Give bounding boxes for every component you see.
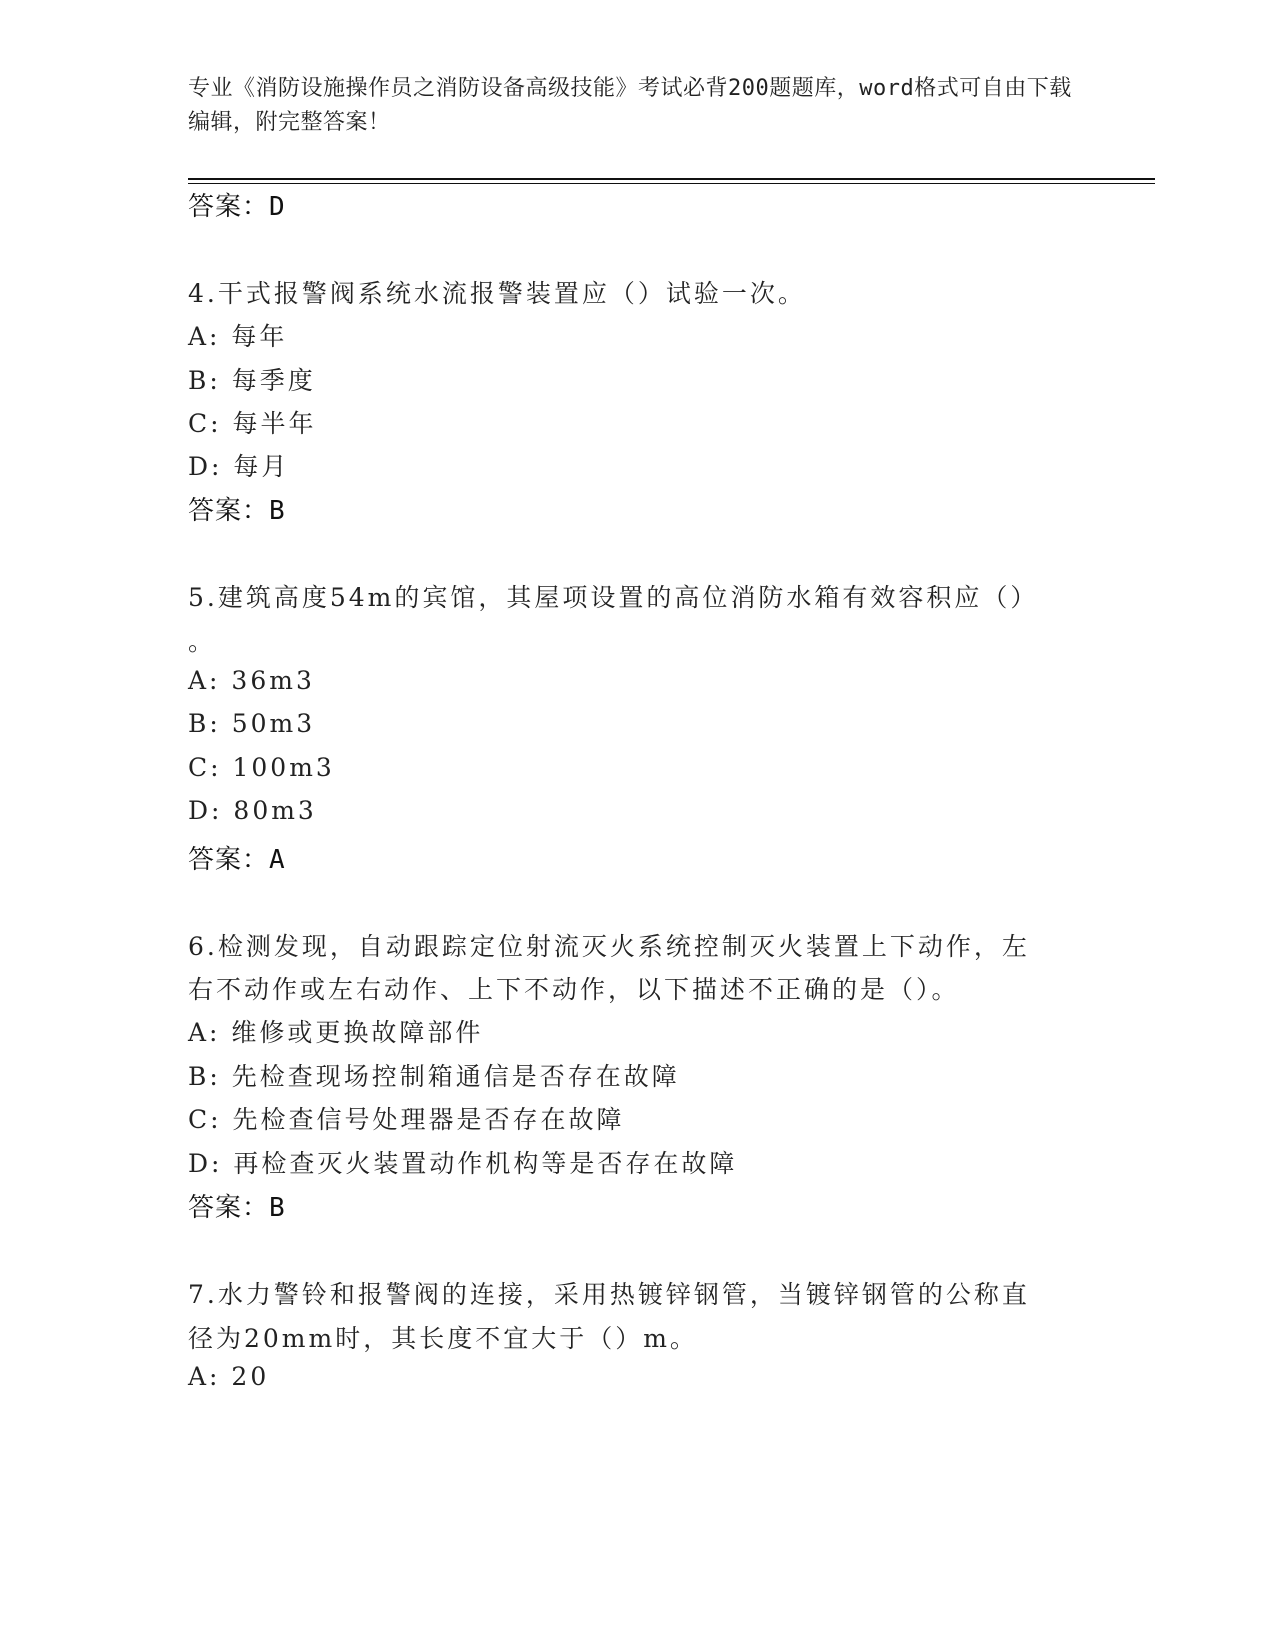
answer-3: 答案：D <box>188 192 286 222</box>
question-5-text-line1: 5.建筑高度54m的宾馆，其屋项设置的高位消防水箱有效容积应（） <box>188 583 1039 612</box>
question-5-option-d: D: 80m3 <box>188 796 317 825</box>
question-6-text-line2: 右不动作或左右动作、上下不动作，以下描述不正确的是（）。 <box>188 975 960 1004</box>
answer-6: 答案：B <box>188 1193 286 1223</box>
question-4-option-b: B: 每季度 <box>188 366 316 395</box>
question-5-option-b: B: 50m3 <box>188 709 316 738</box>
header-divider <box>188 178 1155 180</box>
question-4-option-d: D: 每月 <box>188 452 290 481</box>
question-7-option-a: A: 20 <box>188 1362 270 1391</box>
question-5-option-c: C: 100m3 <box>188 753 335 782</box>
question-6-text-line1: 6.检测发现，自动跟踪定位射流灭火系统控制灭火装置上下动作，左 <box>188 932 1030 961</box>
question-7-text-line2: 径为20mm时，其长度不宜大于（）m。 <box>188 1324 698 1353</box>
question-6-option-b: B: 先检查现场控制箱通信是否存在故障 <box>188 1062 680 1091</box>
document-intro: 专业《消防设施操作员之消防设备高级技能》考试必背200题题库，word格式可自由下载编辑，附完整答案！ <box>188 76 1072 135</box>
question-6-option-d: D: 再检查灭火装置动作机构等是否存在故障 <box>188 1149 738 1178</box>
question-6-option-a: A: 维修或更换故障部件 <box>188 1018 484 1047</box>
question-5-text-line2: 。 <box>188 627 217 656</box>
question-5-option-a: A: 36m3 <box>188 666 315 695</box>
question-4-option-c: C: 每半年 <box>188 409 317 438</box>
question-4-option-a: A: 每年 <box>188 322 288 351</box>
header-divider-thin <box>188 183 1155 184</box>
question-6-option-c: C: 先检查信号处理器是否存在故障 <box>188 1105 625 1134</box>
question-4-text: 4.干式报警阀系统水流报警装置应（）试验一次。 <box>188 279 806 308</box>
question-7-text-line1: 7.水力警铃和报警阀的连接，采用热镀锌钢管，当镀锌钢管的公称直 <box>188 1280 1030 1309</box>
answer-5: 答案：A <box>188 845 286 875</box>
answer-4: 答案：B <box>188 496 286 526</box>
